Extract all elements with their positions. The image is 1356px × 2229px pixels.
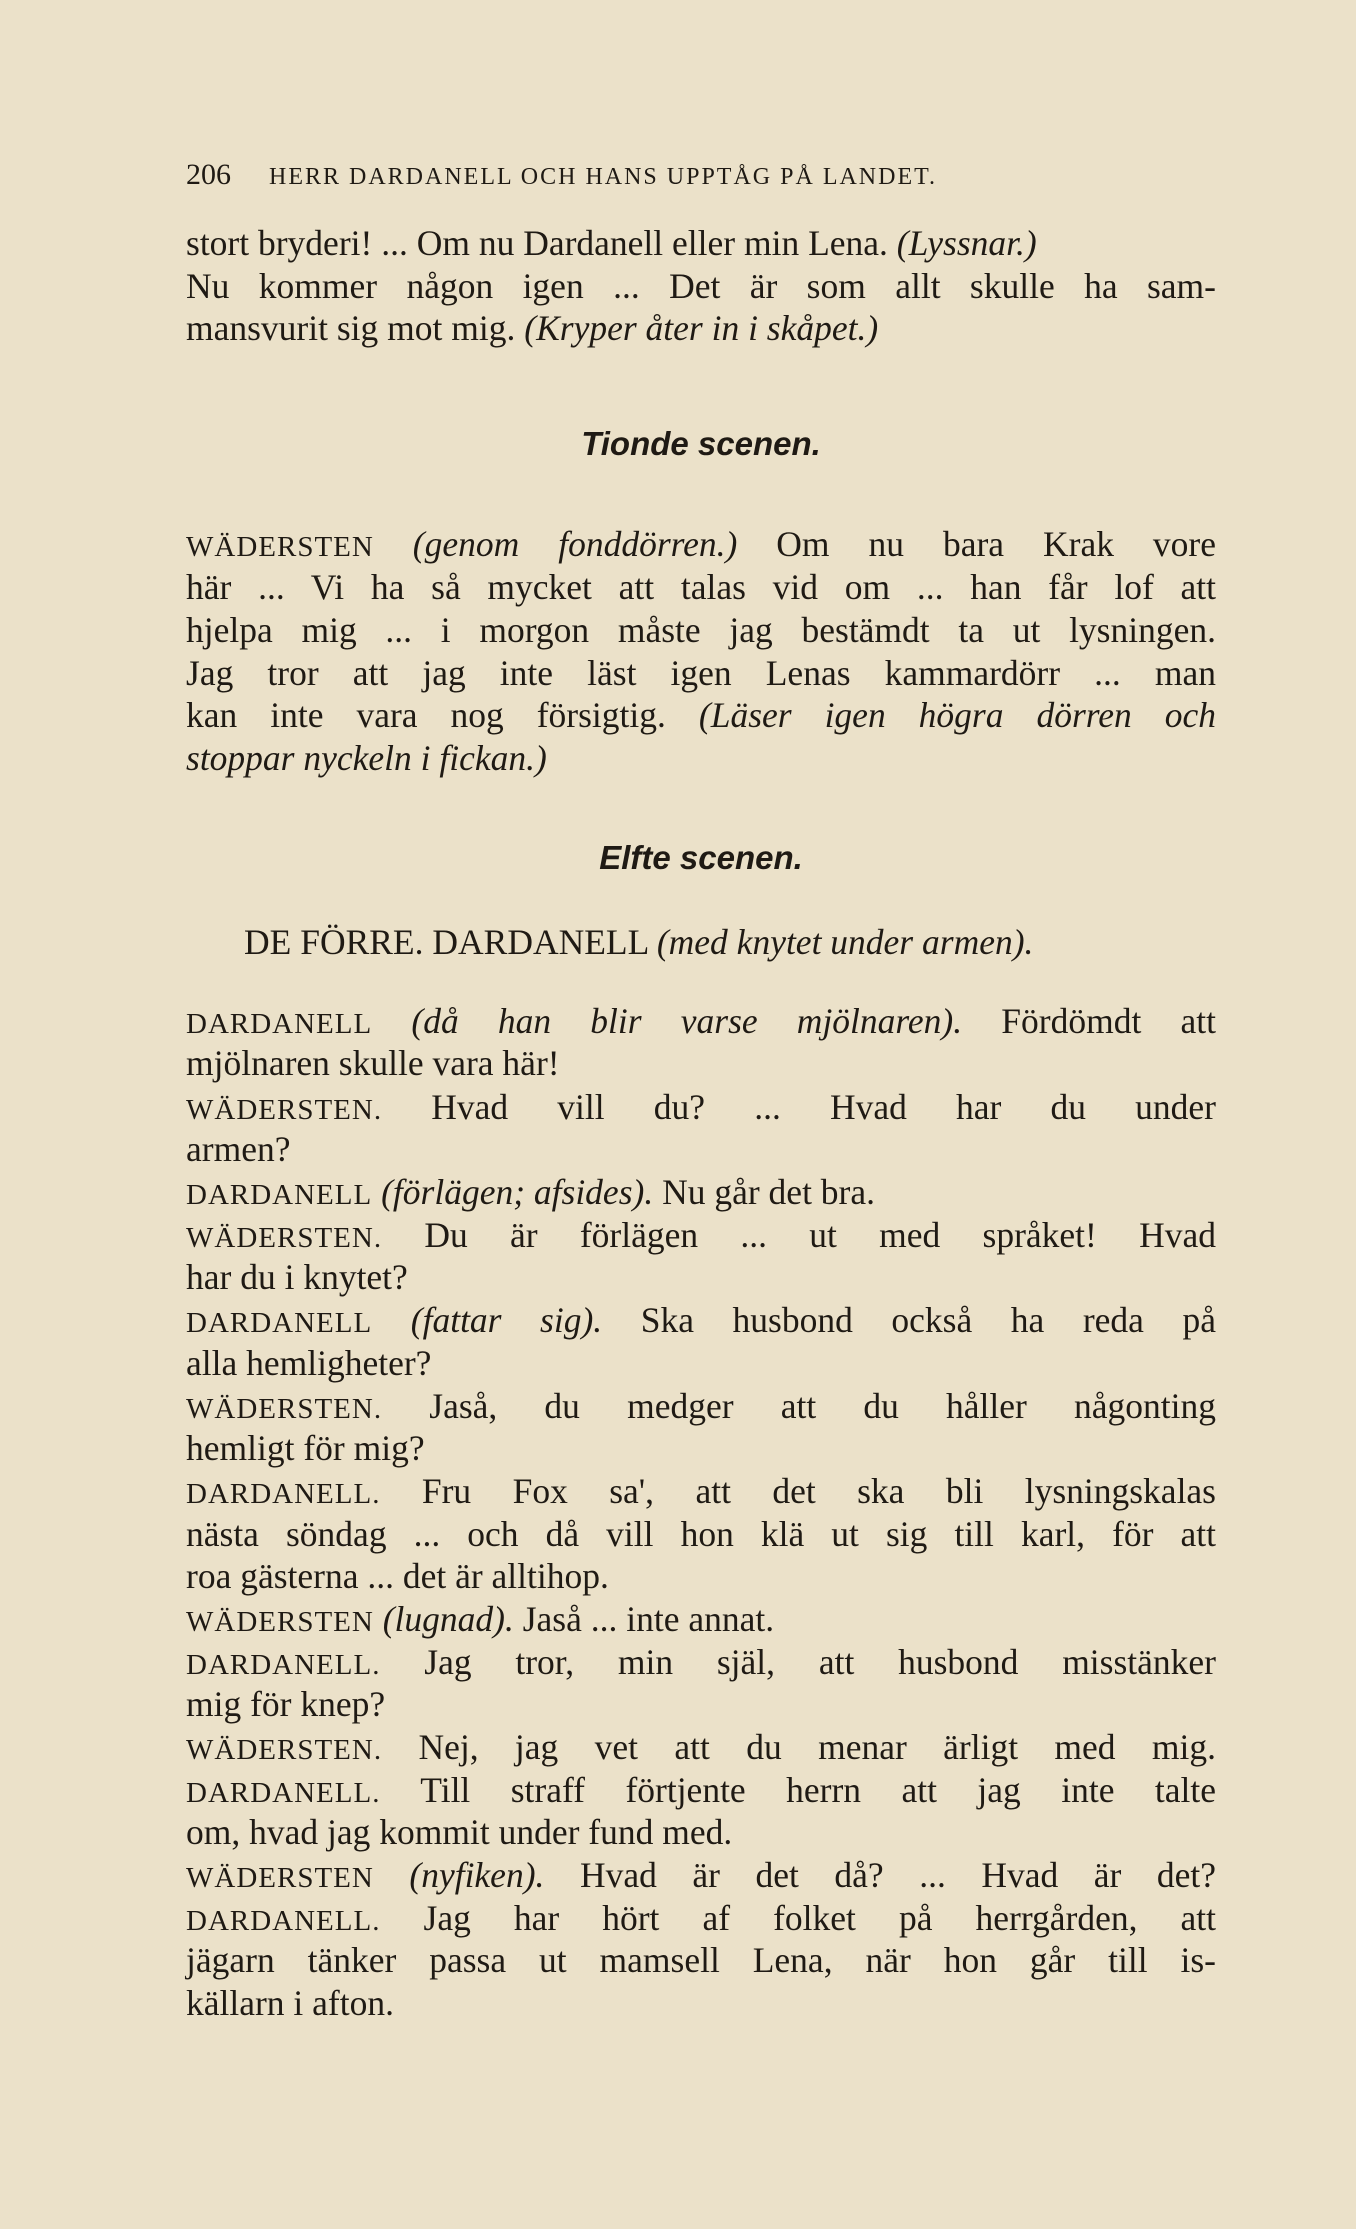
running-title: HERR DARDANELL OCH HANS UPPTÅG PÅ LANDET. — [269, 164, 938, 190]
dialogue-line: WÄDERSTEN. Nej, jag vet att du menar ärligt med mig. — [186, 1727, 1216, 1767]
speaker-name: DARDANELL — [186, 1179, 373, 1211]
text-line: mansvurit sig mot mig. (Kryper åter in i skåpet.) — [186, 308, 879, 348]
text-line: WÄDERSTEN (genom fonddörren.) Om nu bara Krak vore — [186, 524, 1216, 564]
scene-heading: Tionde scenen. — [581, 425, 821, 462]
page-number: 206 — [186, 158, 231, 191]
running-header — [186, 158, 1216, 192]
stage-direction: (fattar sig). — [410, 1300, 603, 1340]
dialogue-line: WÄDERSTEN (nyfiken). Hvad är det då? ... Hvad är det? — [186, 1855, 1217, 1895]
text-line: Jag tror att jag inte läst igen Lenas kammardörr ... man — [186, 653, 1216, 693]
dialogue-line: DARDANELL. Jag har hört af folket på herrgården, att — [186, 1898, 1216, 1938]
stage-direction: (med knytet under armen). — [656, 922, 1034, 962]
speaker-name: DARDANELL. — [186, 1649, 381, 1681]
scene-heading: Elfte scenen. — [599, 839, 803, 876]
speaker-name: DARDANELL — [186, 1008, 373, 1040]
dialogue-line: DARDANELL. Fru Fox sa', att det ska bli lysningskalas — [186, 1471, 1216, 1511]
dialogue-line: WÄDERSTEN (lugnad). Jaså ... inte annat. — [186, 1599, 775, 1639]
speaker-name: WÄDERSTEN — [186, 1606, 374, 1638]
stage-direction: (Läser igen högra dörren och — [698, 695, 1217, 735]
speaker-name: WÄDERSTEN — [186, 1862, 374, 1894]
dialogue-line: hemligt för mig? — [186, 1428, 425, 1468]
text-line: här ... Vi ha så mycket att talas vid om ... han får lof att — [186, 567, 1216, 607]
dialogue-line: WÄDERSTEN. Du är förlägen ... ut med språket! Hvad — [186, 1215, 1216, 1255]
speaker-name: WÄDERSTEN. — [186, 1734, 383, 1766]
stage-direction: (lugnad). — [382, 1599, 514, 1639]
stage-direction: (förlägen; afsides). — [381, 1172, 654, 1212]
text-line: stort bryderi! ... Om nu Dardanell eller min Lena. (Lyssnar.) — [186, 223, 1037, 263]
dialogue-line: mig för knep? — [186, 1684, 386, 1724]
cast-list: DE FÖRRE. DARDANELL (med knytet under armen). — [244, 922, 1034, 962]
stage-direction: stoppar nyckeln i fickan.) — [186, 738, 547, 778]
dialogue-line: alla hemligheter? — [186, 1343, 432, 1383]
dialogue-line: roa gästerna ... det är alltihop. — [186, 1556, 609, 1596]
dialogue-line: DARDANELL (fattar sig). Ska husbond också ha reda på — [186, 1300, 1216, 1340]
dialogue-line: DARDANELL. Till straff förtjente herrn att jag inte talte — [186, 1770, 1217, 1810]
speaker-name: WÄDERSTEN — [186, 531, 374, 563]
dialogue-line: DARDANELL. Jag tror, min själ, att husbond misstänker — [186, 1642, 1216, 1682]
stage-direction: (genom fonddörren.) — [412, 524, 738, 564]
speaker-name: DARDANELL. — [186, 1905, 381, 1937]
dialogue-line: DARDANELL (förlägen; afsides). Nu går det bra. — [186, 1172, 876, 1212]
dialogue-line: WÄDERSTEN. Hvad vill du? ... Hvad har du under — [186, 1087, 1216, 1127]
dialogue-line: har du i knytet? — [186, 1257, 408, 1297]
dialogue-line: nästa söndag ... och då vill hon klä ut sig till karl, för att — [186, 1514, 1216, 1554]
stage-direction: (Kryper åter in i skåpet.) — [524, 308, 879, 348]
speaker-name: WÄDERSTEN. — [186, 1222, 383, 1254]
stage-direction: (Lyssnar.) — [896, 223, 1037, 263]
text-line: hjelpa mig ... i morgon måste jag bestämdt ta ut lysningen. — [186, 610, 1216, 650]
stage-direction: (då han blir varse mjölnaren). — [411, 1001, 963, 1041]
text-line: kan inte vara nog försigtig. (Läser igen högra dörren och — [186, 695, 1217, 735]
text-line — [186, 737, 1216, 779]
speaker-name: DARDANELL. — [186, 1777, 381, 1809]
dialogue-line: armen? — [186, 1129, 291, 1169]
stage-direction: (nyfiken). — [409, 1855, 545, 1895]
dialogue-line: mjölnaren skulle vara här! — [186, 1043, 560, 1083]
speaker-name: DARDANELL. — [186, 1478, 381, 1510]
speaker-name: DARDANELL — [186, 1307, 373, 1339]
dialogue-line: DARDANELL (då han blir varse mjölnaren). Fördömdt att — [186, 1001, 1216, 1041]
dialogue-line: WÄDERSTEN. Jaså, du medger att du håller någonting — [186, 1386, 1216, 1426]
dialogue-line: källarn i afton. — [186, 1983, 394, 2023]
dialogue-line: jägarn tänker passa ut mamsell Lena, när hon går till is- — [186, 1940, 1216, 1980]
speaker-name: WÄDERSTEN. — [186, 1094, 383, 1126]
text-line: Nu kommer någon igen ... Det är som allt skulle ha sam- — [186, 266, 1216, 306]
speaker-name: WÄDERSTEN. — [186, 1393, 383, 1425]
dialogue-line: om, hvad jag kommit under fund med. — [186, 1812, 733, 1852]
